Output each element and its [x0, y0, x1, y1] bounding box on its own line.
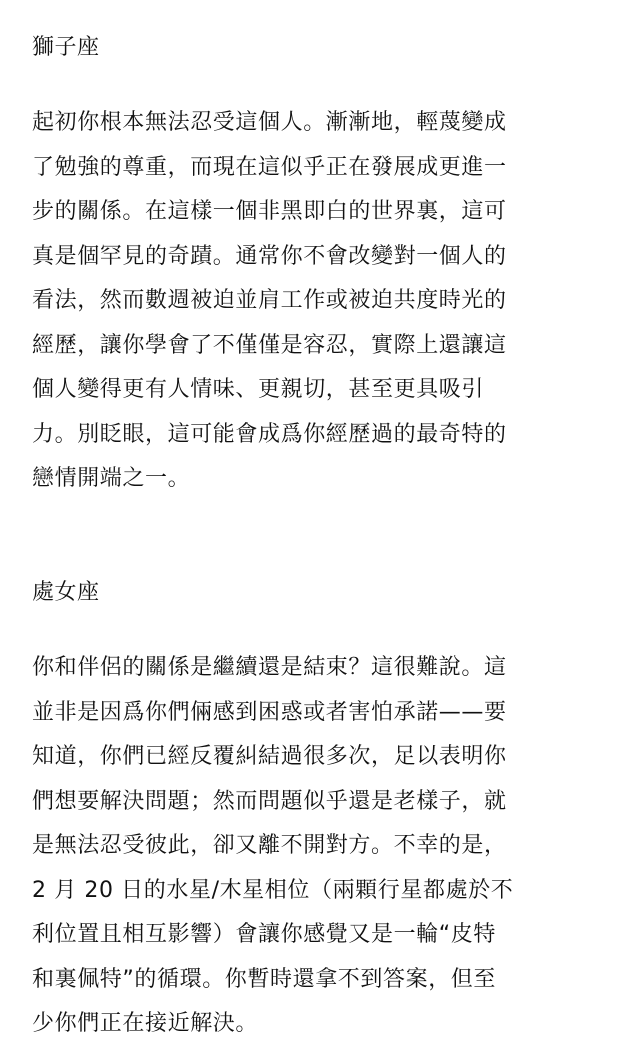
leo-line-8: 力。別眨眼，這可能會成爲你經歷過的最奇特的: [32, 421, 507, 447]
virgo-line-9: 少你們正在接近解決。: [32, 1011, 259, 1036]
virgo-line-1: 你和伴侶的關係是繼續還是結束？這很難說。這: [32, 655, 507, 680]
leo-line-3: 步的關係。在這樣一個非黑即白的世界裏，這可: [32, 199, 507, 224]
leo-line-9: 戀情開端之一。: [32, 466, 191, 491]
virgo-line-5: 是無法忍受彼此，卻又離不開對方。不幸的是，: [32, 833, 507, 858]
leo-title: 獅子座: [32, 35, 100, 60]
virgo-line-8: 和裏佩特”的循環。你暫時還拿不到答案，但至: [32, 966, 496, 992]
leo-line-5: 看法，然而數週被迫並肩工作或被迫共度時光的: [32, 288, 507, 313]
leo-section-body: [32, 101, 598, 502]
leo-line-4: 真是個罕見的奇蹟。通常你不會改變對一個人的: [32, 243, 507, 269]
leo-line-1: 起初你根本無法忍受這個人。漸漸地，輕蔑變成: [32, 110, 507, 135]
virgo-line-4: 們想要解決問題；然而問題似乎還是老樣子，就: [32, 788, 507, 814]
leo-paragraph: [32, 101, 598, 502]
virgo-line-7: 利位置且相互影響）會讓你感覺又是一輪“皮特: [32, 922, 496, 947]
leo-line-2: 了勉強的尊重，而現在這似乎正在發展成更進一: [32, 154, 507, 180]
virgo-line-3: 知道，你們已經反覆糾結過很多次，足以表明你: [32, 744, 507, 769]
virgo-line-6: 2 月 20 日的水星/木星相位（兩顆行星都處於不: [32, 877, 514, 903]
virgo-line-2: 並非是因爲你們倆感到困惑或者害怕承諾——要: [32, 699, 507, 725]
virgo-paragraph: [32, 646, 598, 1047]
leo-section-heading: [32, 33, 598, 63]
virgo-section-heading: [32, 578, 598, 608]
leo-line-6: 經歷，讓你學會了不僅僅是容忍，實際上還讓這: [32, 332, 507, 358]
leo-line-7: 個人變得更有人情味、更親切，甚至更具吸引: [32, 377, 485, 402]
virgo-title: 處女座: [32, 580, 100, 605]
virgo-section-body: [32, 646, 598, 1047]
